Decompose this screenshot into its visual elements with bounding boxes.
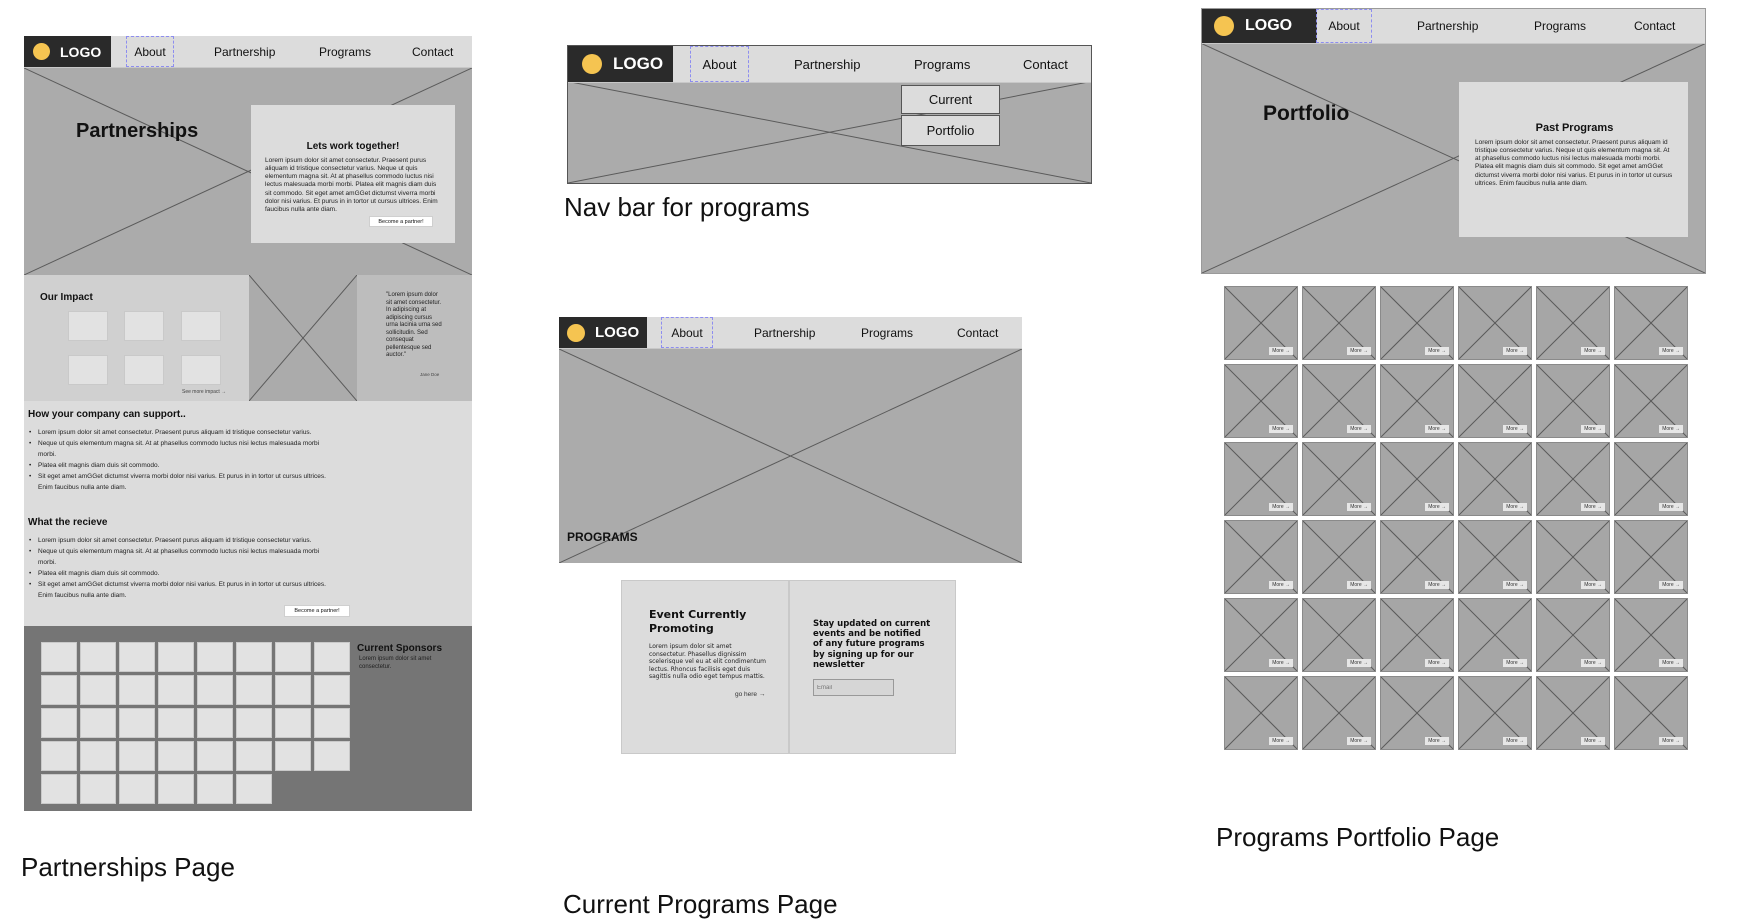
tile-more-link[interactable]: More →	[1269, 347, 1293, 355]
sponsor-logo-placeholder	[314, 675, 350, 705]
nav-partnership[interactable]: Partnership	[1417, 19, 1479, 33]
tile-more-link[interactable]: More →	[1503, 581, 1527, 589]
sponsor-logo-placeholder	[197, 774, 233, 804]
tile-more-link[interactable]: More →	[1503, 659, 1527, 667]
sponsor-logo-placeholder	[197, 642, 233, 672]
logo[interactable]: LOGO	[1202, 9, 1317, 43]
impact-stat-box	[124, 355, 164, 385]
program-tile[interactable]	[1380, 598, 1454, 672]
caption-nav-bar-for-programs: Nav bar for programs	[564, 192, 810, 222]
sponsor-logo-placeholder	[158, 774, 194, 804]
sponsor-logo-placeholder	[119, 708, 155, 738]
logo[interactable]: LOGO	[559, 317, 647, 348]
tile-more-link[interactable]: More →	[1659, 347, 1683, 355]
tile-more-link[interactable]: More →	[1503, 347, 1527, 355]
caption-partnerships-page: Partnerships Page	[21, 852, 235, 882]
tile-more-link[interactable]: More →	[1581, 425, 1605, 433]
sponsors-title: Current Sponsors	[357, 643, 443, 654]
program-tile[interactable]	[1302, 676, 1376, 750]
sponsor-logo-placeholder	[158, 708, 194, 738]
nav-programs[interactable]: Programs	[861, 325, 914, 340]
support-list	[29, 427, 337, 493]
partnerships-page-frame	[24, 36, 472, 811]
sponsor-logo-placeholder	[80, 675, 116, 705]
program-tile[interactable]	[1380, 520, 1454, 594]
tile-more-link[interactable]: More →	[1503, 737, 1527, 745]
impact-stat-box	[124, 311, 164, 341]
nav-bar	[24, 36, 472, 68]
logo-circle-icon	[582, 54, 602, 74]
tile-more-link[interactable]: More →	[1347, 737, 1371, 745]
newsletter-text: Stay updated on current events and be notified of any future programs by signing up for our newsletter	[813, 619, 931, 670]
impact-title: Our Impact	[40, 292, 93, 303]
sponsor-logo-placeholder	[275, 675, 311, 705]
program-tile[interactable]	[1380, 286, 1454, 360]
card-body: Lorem ipsum dolor sit amet consectetur. Praesent purus aliquam id tristique consectetur varius. Neque ut quis elementum magna sit. At at phasellus commodo luctus nisi lectus malesuada morbi morbi. Platea elit magnis diam duis sit commodo. Sit eget amet amGGet dictumst viverra morbi dolor nisi varius. Et purus in in tortor ut cursus ultrices. Enim faucibus nulla ante diam.	[1475, 139, 1673, 187]
list-item: • Platea elit magnis diam duis sit commodo.	[29, 568, 337, 579]
logo[interactable]: LOGO	[568, 46, 673, 82]
tile-more-link[interactable]: More →	[1269, 737, 1293, 745]
tile-more-link[interactable]: More →	[1425, 347, 1449, 355]
program-tile[interactable]	[1458, 442, 1532, 516]
nav-programs[interactable]: Programs	[1534, 19, 1587, 33]
nav-dropdown-frame	[567, 45, 1092, 184]
see-more-impact-link[interactable]: See more impact →	[182, 389, 227, 395]
tile-more-link[interactable]: More →	[1581, 737, 1605, 745]
receive-title: What the recieve	[28, 517, 108, 528]
portfolio-hero-title: Portfolio	[1263, 102, 1350, 125]
list-item: • Platea elit magnis diam duis sit commodo.	[29, 460, 337, 471]
program-tile[interactable]	[1224, 676, 1298, 750]
logo-circle-icon	[33, 43, 50, 60]
past-programs-card	[1459, 82, 1688, 237]
program-tile[interactable]	[1614, 286, 1688, 360]
program-tile[interactable]	[1536, 286, 1610, 360]
sponsors-section	[24, 626, 472, 811]
tile-more-link[interactable]: More →	[1659, 581, 1683, 589]
nav-partnership[interactable]: Partnership	[754, 325, 816, 340]
impact-stat-box	[68, 355, 108, 385]
testimonial-panel	[357, 275, 472, 401]
current-programs-frame	[559, 317, 1022, 563]
tile-more-link[interactable]: More →	[1425, 425, 1449, 433]
portfolio-frame	[1201, 8, 1706, 274]
sponsor-logo-placeholder	[158, 642, 194, 672]
tile-more-link[interactable]: More →	[1269, 581, 1293, 589]
program-tile[interactable]	[1224, 286, 1298, 360]
program-tile[interactable]	[1302, 286, 1376, 360]
testimonial-author: Jane Doe	[420, 372, 440, 377]
impact-image-placeholder	[249, 275, 357, 401]
sponsor-logo-placeholder	[158, 675, 194, 705]
program-tile[interactable]	[1458, 364, 1532, 438]
card-title: Lets work together!	[306, 141, 400, 152]
impact-stat-box	[68, 311, 108, 341]
impact-stat-box	[181, 311, 221, 341]
sponsor-logo-placeholder	[41, 708, 77, 738]
sponsor-logo-placeholder	[80, 774, 116, 804]
tile-more-link[interactable]: More →	[1347, 425, 1371, 433]
program-tile[interactable]	[1614, 598, 1688, 672]
hero-title: Partnerships	[76, 120, 199, 142]
program-tile[interactable]	[1380, 676, 1454, 750]
tile-more-link[interactable]: More →	[1659, 503, 1683, 511]
tile-more-link[interactable]: More →	[1581, 659, 1605, 667]
program-tile[interactable]	[1536, 598, 1610, 672]
sponsor-logo-placeholder	[236, 708, 272, 738]
nav-about[interactable]: About	[1316, 9, 1372, 43]
sponsor-logo-placeholder	[236, 741, 272, 771]
sponsor-logo-placeholder	[314, 741, 350, 771]
sponsor-logo-placeholder	[41, 642, 77, 672]
tile-more-link[interactable]: More →	[1659, 425, 1683, 433]
tile-more-link[interactable]: More →	[1269, 425, 1293, 433]
program-tile[interactable]	[1458, 676, 1532, 750]
program-tile[interactable]	[1224, 364, 1298, 438]
sponsor-logo-placeholder	[119, 642, 155, 672]
receive-list	[29, 535, 337, 601]
nav-about[interactable]: About	[690, 46, 749, 82]
program-tile[interactable]	[1380, 364, 1454, 438]
impact-section	[24, 275, 472, 401]
program-tile[interactable]	[1614, 442, 1688, 516]
support-section	[24, 401, 472, 626]
sponsor-logo-placeholder	[197, 675, 233, 705]
nav-programs[interactable]: Programs	[914, 56, 971, 72]
list-item: • Neque ut quis elementum magna sit. At at phasellus commodo luctus nisi lectus malesuada morbi morbi.	[29, 546, 337, 568]
program-tile[interactable]	[1614, 676, 1688, 750]
program-tile[interactable]	[1458, 598, 1532, 672]
tile-more-link[interactable]: More →	[1347, 581, 1371, 589]
card-body: Lorem ipsum dolor sit amet consectetur. Praesent purus aliquam id tristique consectetur varius. Neque ut quis elementum magna sit. At at phasellus commodo luctus nisi lectus malesuada morbi morbi. Platea elit magnis diam duis sit commodo. Sit eget amet amGGet dictumst viverra morbi dolor nisi varius. Et purus in in tortor ut cursus ultrices. Enim faucibus nulla ante diam.	[265, 157, 438, 213]
list-item: • Lorem ipsum dolor sit amet consectetur. Praesent purus aliquam id tristique consectetur varius.	[29, 427, 337, 438]
programs-hero-label: PROGRAMS	[567, 530, 638, 544]
sponsor-logo-placeholder	[119, 741, 155, 771]
sponsor-logo-placeholder	[314, 708, 350, 738]
program-tile[interactable]	[1302, 520, 1376, 594]
impact-stat-box	[181, 355, 221, 385]
program-tile[interactable]	[1536, 442, 1610, 516]
program-tile[interactable]	[1536, 676, 1610, 750]
caption-current-programs-page: Current Programs Page	[563, 889, 838, 919]
list-item: • Sit eget amet amGGet dictumst viverra morbi dolor nisi varius. Et purus in in tortor ut cursus ultrices. Enim faucibus nulla ante diam.	[29, 579, 337, 601]
tile-more-link[interactable]: More →	[1503, 503, 1527, 511]
list-item: • Lorem ipsum dolor sit amet consectetur. Praesent purus aliquam id tristique consectetur varius.	[29, 535, 337, 546]
nav-partnership[interactable]: Partnership	[794, 56, 861, 72]
program-tile[interactable]	[1614, 520, 1688, 594]
nav-contact[interactable]: Contact	[957, 325, 999, 340]
tile-more-link[interactable]: More →	[1347, 503, 1371, 511]
tile-more-link[interactable]: More →	[1503, 425, 1527, 433]
event-card	[621, 580, 789, 754]
program-tile[interactable]	[1458, 520, 1532, 594]
logo[interactable]: LOGO	[24, 36, 111, 67]
hero-image-placeholder	[24, 68, 472, 275]
email-field[interactable]	[813, 679, 894, 696]
tile-more-link[interactable]: More →	[1425, 503, 1449, 511]
tile-more-link[interactable]: More →	[1659, 737, 1683, 745]
newsletter-card	[789, 580, 956, 754]
program-tile[interactable]	[1302, 598, 1376, 672]
nav-contact[interactable]: Contact	[1634, 19, 1676, 33]
tile-more-link[interactable]: More →	[1347, 659, 1371, 667]
sponsor-logo-placeholder	[41, 675, 77, 705]
logo-circle-icon	[567, 324, 585, 342]
testimonial-quote: "Lorem ipsum dolor sit amet consectetur. In adipiscing at adipiscing cursus urna lacinia urna sed sollicitudin. Sed consequat pellentesque sed auctor."	[386, 292, 442, 358]
program-tile[interactable]	[1614, 364, 1688, 438]
tile-more-link[interactable]: More →	[1581, 347, 1605, 355]
sponsor-logo-placeholder	[236, 774, 272, 804]
sponsor-logo-placeholder	[80, 708, 116, 738]
nav-contact[interactable]: Contact	[1023, 56, 1068, 72]
logo-circle-icon	[1214, 16, 1234, 36]
program-tile[interactable]	[1302, 364, 1376, 438]
sponsor-logo-placeholder	[236, 642, 272, 672]
nav-partnership[interactable]: Partnership	[214, 44, 276, 59]
sponsors-body: Lorem ipsum dolor sit amet consectetur.	[359, 656, 432, 670]
sponsor-logo-placeholder	[275, 642, 311, 672]
tile-more-link[interactable]: More →	[1581, 581, 1605, 589]
nav-about[interactable]: About	[661, 317, 713, 348]
card-title: Past Programs	[1535, 122, 1614, 134]
sponsor-logo-placeholder	[197, 741, 233, 771]
dropdown-item-portfolio[interactable]: Portfolio	[901, 115, 1000, 146]
tile-more-link[interactable]: More →	[1659, 659, 1683, 667]
nav-bar	[1202, 9, 1705, 44]
sponsor-logo-placeholder	[119, 774, 155, 804]
nav-bar	[559, 317, 1022, 349]
become-partner-button-bottom[interactable]: Become a partner!	[284, 605, 350, 617]
portfolio-tile-grid	[1224, 286, 1686, 752]
nav-about[interactable]: About	[126, 36, 174, 67]
sponsor-logo-placeholder	[80, 741, 116, 771]
sponsor-logo-placeholder	[275, 741, 311, 771]
sponsor-logo-placeholder	[80, 642, 116, 672]
program-tile[interactable]	[1224, 520, 1298, 594]
sponsor-logo-placeholder	[275, 708, 311, 738]
list-item: • Neque ut quis elementum magna sit. At at phasellus commodo luctus nisi lectus malesuada morbi morbi.	[29, 438, 337, 460]
event-title: Event Currently Promoting	[649, 608, 747, 636]
sponsor-logo-placeholder	[236, 675, 272, 705]
become-partner-button[interactable]: Become a partner!	[369, 216, 433, 227]
tile-more-link[interactable]: More →	[1269, 659, 1293, 667]
program-tile[interactable]	[1302, 442, 1376, 516]
support-title: How your company can support..	[28, 409, 186, 420]
sponsor-logo-placeholder	[314, 642, 350, 672]
tile-more-link[interactable]: More →	[1347, 347, 1371, 355]
sponsor-logo-placeholder	[119, 675, 155, 705]
dropdown-item-current[interactable]: Current	[901, 85, 1000, 114]
impact-panel	[24, 275, 249, 401]
sponsor-logo-placeholder	[197, 708, 233, 738]
partner-card	[251, 105, 455, 243]
tile-more-link[interactable]: More →	[1269, 503, 1293, 511]
nav-programs[interactable]: Programs	[319, 44, 372, 59]
program-tile[interactable]	[1224, 442, 1298, 516]
nav-contact[interactable]: Contact	[412, 44, 454, 59]
program-tile[interactable]	[1458, 286, 1532, 360]
program-tile[interactable]	[1536, 520, 1610, 594]
tile-more-link[interactable]: More →	[1425, 581, 1449, 589]
program-tile[interactable]	[1536, 364, 1610, 438]
list-item: • Sit eget amet amGGet dictumst viverra morbi dolor nisi varius. Et purus in in tortor ut cursus ultrices. Enim faucibus nulla ante diam.	[29, 471, 337, 493]
sponsor-logo-placeholder	[41, 741, 77, 771]
tile-more-link[interactable]: More →	[1581, 503, 1605, 511]
tile-more-link[interactable]: More →	[1425, 659, 1449, 667]
caption-programs-portfolio-page: Programs Portfolio Page	[1216, 822, 1500, 852]
program-tile[interactable]	[1224, 598, 1298, 672]
tile-more-link[interactable]: More →	[1425, 737, 1449, 745]
event-body: Lorem ipsum dolor sit amet consectetur. Phasellus dignissim scelerisque vel eu at elit condimentum lectus. Rhoncus facilisis eget duis sagittis nulla odio eget tempus mattis.	[649, 643, 766, 680]
go-here-link[interactable]: go here →	[735, 691, 766, 698]
sponsor-logo-placeholder	[41, 774, 77, 804]
sponsor-logo-placeholder	[158, 741, 194, 771]
program-tile[interactable]	[1380, 442, 1454, 516]
nav-bar	[568, 46, 1091, 83]
